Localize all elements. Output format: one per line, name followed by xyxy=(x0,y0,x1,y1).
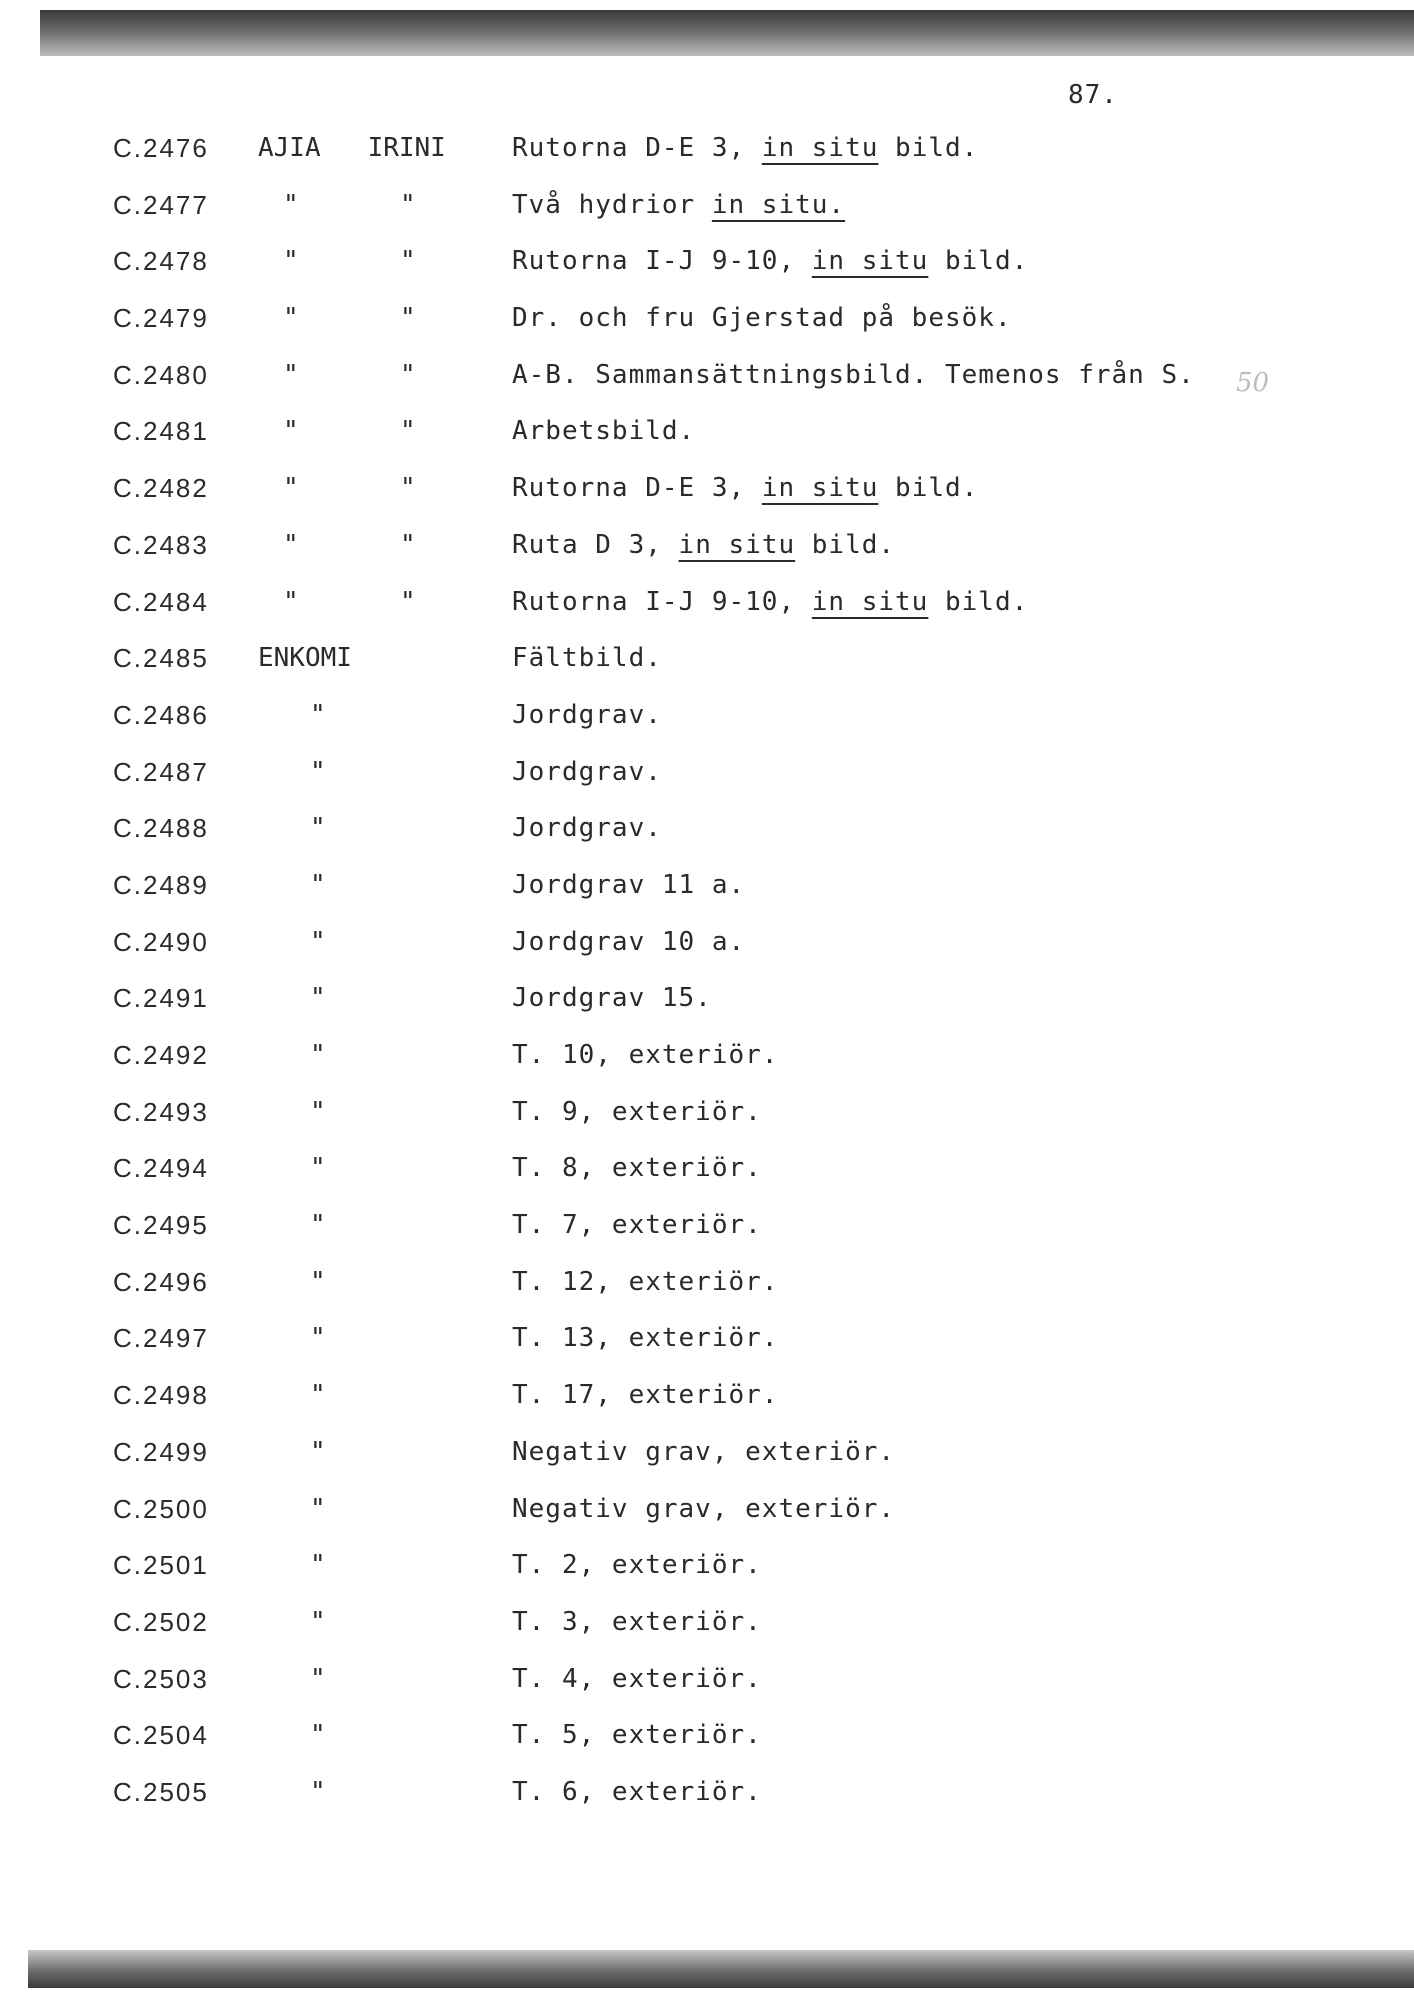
catalog-number: C.2488 xyxy=(113,813,209,844)
description xyxy=(512,190,845,220)
catalog-list xyxy=(0,133,1414,1834)
description-text: T. 10, exteriör. xyxy=(512,1040,779,1070)
ditto-mark: " xyxy=(310,1720,326,1751)
description xyxy=(512,927,745,957)
margin-note: 50 xyxy=(1236,368,1270,398)
description xyxy=(512,416,695,446)
ditto-mark: " xyxy=(310,869,326,900)
description-text: Negativ grav, exteriör. xyxy=(512,1493,896,1524)
ditto-mark: " xyxy=(400,416,416,447)
catalog-row xyxy=(0,1494,1414,1551)
description-text: Två hydrior xyxy=(512,189,712,220)
description-text: T. 3, exteriör. xyxy=(512,1606,762,1637)
description xyxy=(512,1720,762,1750)
ditto-mark: " xyxy=(283,473,299,504)
catalog-number: C.2478 xyxy=(113,246,209,277)
description xyxy=(512,870,745,900)
catalog-number: C.2485 xyxy=(113,643,209,674)
ditto-mark: " xyxy=(310,1493,326,1524)
underlined-text: in situ xyxy=(761,473,879,504)
description-text: T. 6, exteriör. xyxy=(512,1776,762,1807)
description-text: Jordgrav. xyxy=(512,699,662,730)
description xyxy=(512,1437,895,1467)
ditto-mark: " xyxy=(400,303,416,334)
ditto-mark: " xyxy=(310,1153,326,1184)
description-text: bild. xyxy=(795,529,896,560)
description xyxy=(512,530,895,560)
description-text: T. 8, exteriör. xyxy=(512,1153,762,1184)
description-text: Jordgrav. xyxy=(512,756,662,787)
catalog-row xyxy=(0,1097,1414,1154)
description-text: T. 2, exteriör. xyxy=(512,1550,762,1581)
catalog-number: C.2501 xyxy=(113,1550,209,1581)
catalog-number: C.2484 xyxy=(113,586,209,617)
description-text: bild. xyxy=(928,246,1029,277)
underlined-text: in situ xyxy=(678,529,796,560)
description xyxy=(512,983,712,1013)
ditto-mark: " xyxy=(310,1266,326,1297)
ditto-mark: " xyxy=(283,416,299,447)
description-text: bild. xyxy=(878,133,979,163)
site-name: ENKOMI xyxy=(258,643,352,674)
catalog-row xyxy=(0,1380,1414,1437)
ditto-mark: " xyxy=(283,189,299,220)
description xyxy=(512,1323,778,1353)
description-text: T. 12, exteriör. xyxy=(512,1266,779,1297)
catalog-row xyxy=(0,983,1414,1040)
catalog-number: C.2491 xyxy=(113,983,209,1014)
description xyxy=(512,1097,762,1127)
ditto-mark: " xyxy=(400,189,416,220)
description-text: Jordgrav 11 a. xyxy=(512,869,746,900)
description xyxy=(512,133,978,163)
description xyxy=(512,1380,778,1410)
catalog-row xyxy=(0,927,1414,984)
ditto-mark: " xyxy=(310,756,326,787)
ditto-mark: " xyxy=(283,359,299,390)
description-text: T. 4, exteriör. xyxy=(512,1663,762,1694)
ditto-mark: " xyxy=(310,1606,326,1637)
description xyxy=(512,473,978,503)
underlined-text: in situ. xyxy=(711,189,846,220)
underlined-text: in situ xyxy=(811,586,929,617)
ditto-mark: " xyxy=(310,1210,326,1241)
scan-edge-bottom xyxy=(28,1950,1414,1988)
catalog-number: C.2483 xyxy=(113,529,209,560)
catalog-number: C.2494 xyxy=(113,1153,209,1184)
description-text: T. 13, exteriör. xyxy=(512,1323,779,1354)
description-text: Ruta D 3, xyxy=(512,529,679,560)
description-text: Negativ grav, exteriör. xyxy=(512,1436,896,1467)
catalog-number: C.2498 xyxy=(113,1380,209,1411)
scan-edge-top xyxy=(40,10,1414,56)
catalog-row xyxy=(0,1777,1414,1834)
catalog-row xyxy=(0,1210,1414,1267)
description xyxy=(512,1153,762,1183)
catalog-number: C.2495 xyxy=(113,1210,209,1241)
page-number: 87. xyxy=(1068,80,1118,110)
catalog-row xyxy=(0,1607,1414,1664)
site-name: AJIA IRINI xyxy=(258,133,446,163)
catalog-number: C.2502 xyxy=(113,1606,209,1637)
ditto-mark: " xyxy=(283,586,299,617)
ditto-mark: " xyxy=(400,529,416,560)
description-text: Jordgrav 15. xyxy=(512,983,712,1014)
catalog-row xyxy=(0,1437,1414,1494)
catalog-row xyxy=(0,700,1414,757)
description-text: Fältbild. xyxy=(512,643,662,674)
ditto-mark: " xyxy=(310,699,326,730)
ditto-mark: " xyxy=(400,586,416,617)
catalog-row xyxy=(0,360,1414,417)
catalog-row xyxy=(0,757,1414,814)
catalog-number: C.2500 xyxy=(113,1493,209,1524)
catalog-row xyxy=(0,1153,1414,1210)
catalog-number: C.2499 xyxy=(113,1436,209,1467)
ditto-mark: " xyxy=(400,359,416,390)
description xyxy=(512,587,1028,617)
catalog-row xyxy=(0,133,1414,190)
catalog-number: C.2486 xyxy=(113,699,209,730)
description xyxy=(512,1777,762,1807)
catalog-row xyxy=(0,587,1414,644)
description xyxy=(512,246,1028,276)
catalog-row xyxy=(0,530,1414,587)
description-text: T. 7, exteriör. xyxy=(512,1210,762,1241)
description-text: A-B. Sammansättningsbild. Temenos från S. xyxy=(512,359,1195,390)
ditto-mark: " xyxy=(310,1436,326,1467)
catalog-row xyxy=(0,303,1414,360)
ditto-mark: " xyxy=(310,926,326,957)
catalog-row xyxy=(0,1720,1414,1777)
description-text: Rutorna D-E 3, xyxy=(512,473,762,504)
description-text: T. 9, exteriör. xyxy=(512,1096,762,1127)
underlined-text: in situ xyxy=(811,246,929,277)
catalog-number: C.2477 xyxy=(113,189,209,220)
catalog-number: C.2504 xyxy=(113,1720,209,1751)
underlined-text: in situ xyxy=(761,133,879,163)
ditto-mark: " xyxy=(310,1096,326,1127)
description xyxy=(512,813,662,843)
catalog-row xyxy=(0,246,1414,303)
description xyxy=(512,1210,762,1240)
ditto-mark: " xyxy=(310,1776,326,1807)
catalog-number: C.2496 xyxy=(113,1266,209,1297)
ditto-mark: " xyxy=(310,1380,326,1411)
ditto-mark: " xyxy=(310,813,326,844)
catalog-number: C.2476 xyxy=(113,133,209,163)
description xyxy=(512,757,662,787)
description-text: bild. xyxy=(928,586,1029,617)
description xyxy=(512,1267,778,1297)
ditto-mark: " xyxy=(310,1323,326,1354)
description-text: T. 17, exteriör. xyxy=(512,1380,779,1411)
description-text: Arbetsbild. xyxy=(512,416,696,447)
catalog-number: C.2489 xyxy=(113,869,209,900)
catalog-row xyxy=(0,1664,1414,1721)
description xyxy=(512,1040,778,1070)
ditto-mark: " xyxy=(400,473,416,504)
description-text: Rutorna D-E 3, xyxy=(512,133,762,163)
catalog-number: C.2505 xyxy=(113,1776,209,1807)
catalog-row xyxy=(0,813,1414,870)
catalog-number: C.2487 xyxy=(113,756,209,787)
catalog-number: C.2490 xyxy=(113,926,209,957)
catalog-number: C.2479 xyxy=(113,303,209,334)
ditto-mark: " xyxy=(310,1550,326,1581)
description-text: Jordgrav 10 a. xyxy=(512,926,746,957)
description-text: Rutorna I-J 9-10, xyxy=(512,246,812,277)
ditto-mark: " xyxy=(310,1040,326,1070)
description-text: bild. xyxy=(878,473,979,504)
ditto-mark: " xyxy=(310,1663,326,1694)
description xyxy=(512,1494,895,1524)
ditto-mark: " xyxy=(283,246,299,277)
description xyxy=(512,360,1195,390)
description-text: Dr. och fru Gjerstad på besök. xyxy=(512,303,1012,334)
catalog-row xyxy=(0,643,1414,700)
catalog-row xyxy=(0,416,1414,473)
description xyxy=(512,1664,762,1694)
catalog-number: C.2497 xyxy=(113,1323,209,1354)
catalog-number: C.2503 xyxy=(113,1663,209,1694)
catalog-number: C.2482 xyxy=(113,473,209,504)
description xyxy=(512,643,662,673)
description-text: T. 5, exteriör. xyxy=(512,1720,762,1751)
ditto-mark: " xyxy=(310,983,326,1014)
ditto-mark: " xyxy=(283,529,299,560)
ditto-mark: " xyxy=(283,303,299,334)
catalog-number: C.2492 xyxy=(113,1040,209,1070)
catalog-row xyxy=(0,870,1414,927)
catalog-row xyxy=(0,1550,1414,1607)
catalog-row xyxy=(0,190,1414,247)
catalog-row xyxy=(0,1323,1414,1380)
description-text: Rutorna I-J 9-10, xyxy=(512,586,812,617)
catalog-number: C.2493 xyxy=(113,1096,209,1127)
catalog-number: C.2480 xyxy=(113,359,209,390)
description xyxy=(512,700,662,730)
ditto-mark: " xyxy=(400,246,416,277)
catalog-number: C.2481 xyxy=(113,416,209,447)
catalog-row xyxy=(0,473,1414,530)
description xyxy=(512,1607,762,1637)
catalog-row xyxy=(0,1267,1414,1324)
description xyxy=(512,303,1012,333)
description-text: Jordgrav. xyxy=(512,813,662,844)
catalog-row xyxy=(0,1040,1414,1097)
description xyxy=(512,1550,762,1580)
